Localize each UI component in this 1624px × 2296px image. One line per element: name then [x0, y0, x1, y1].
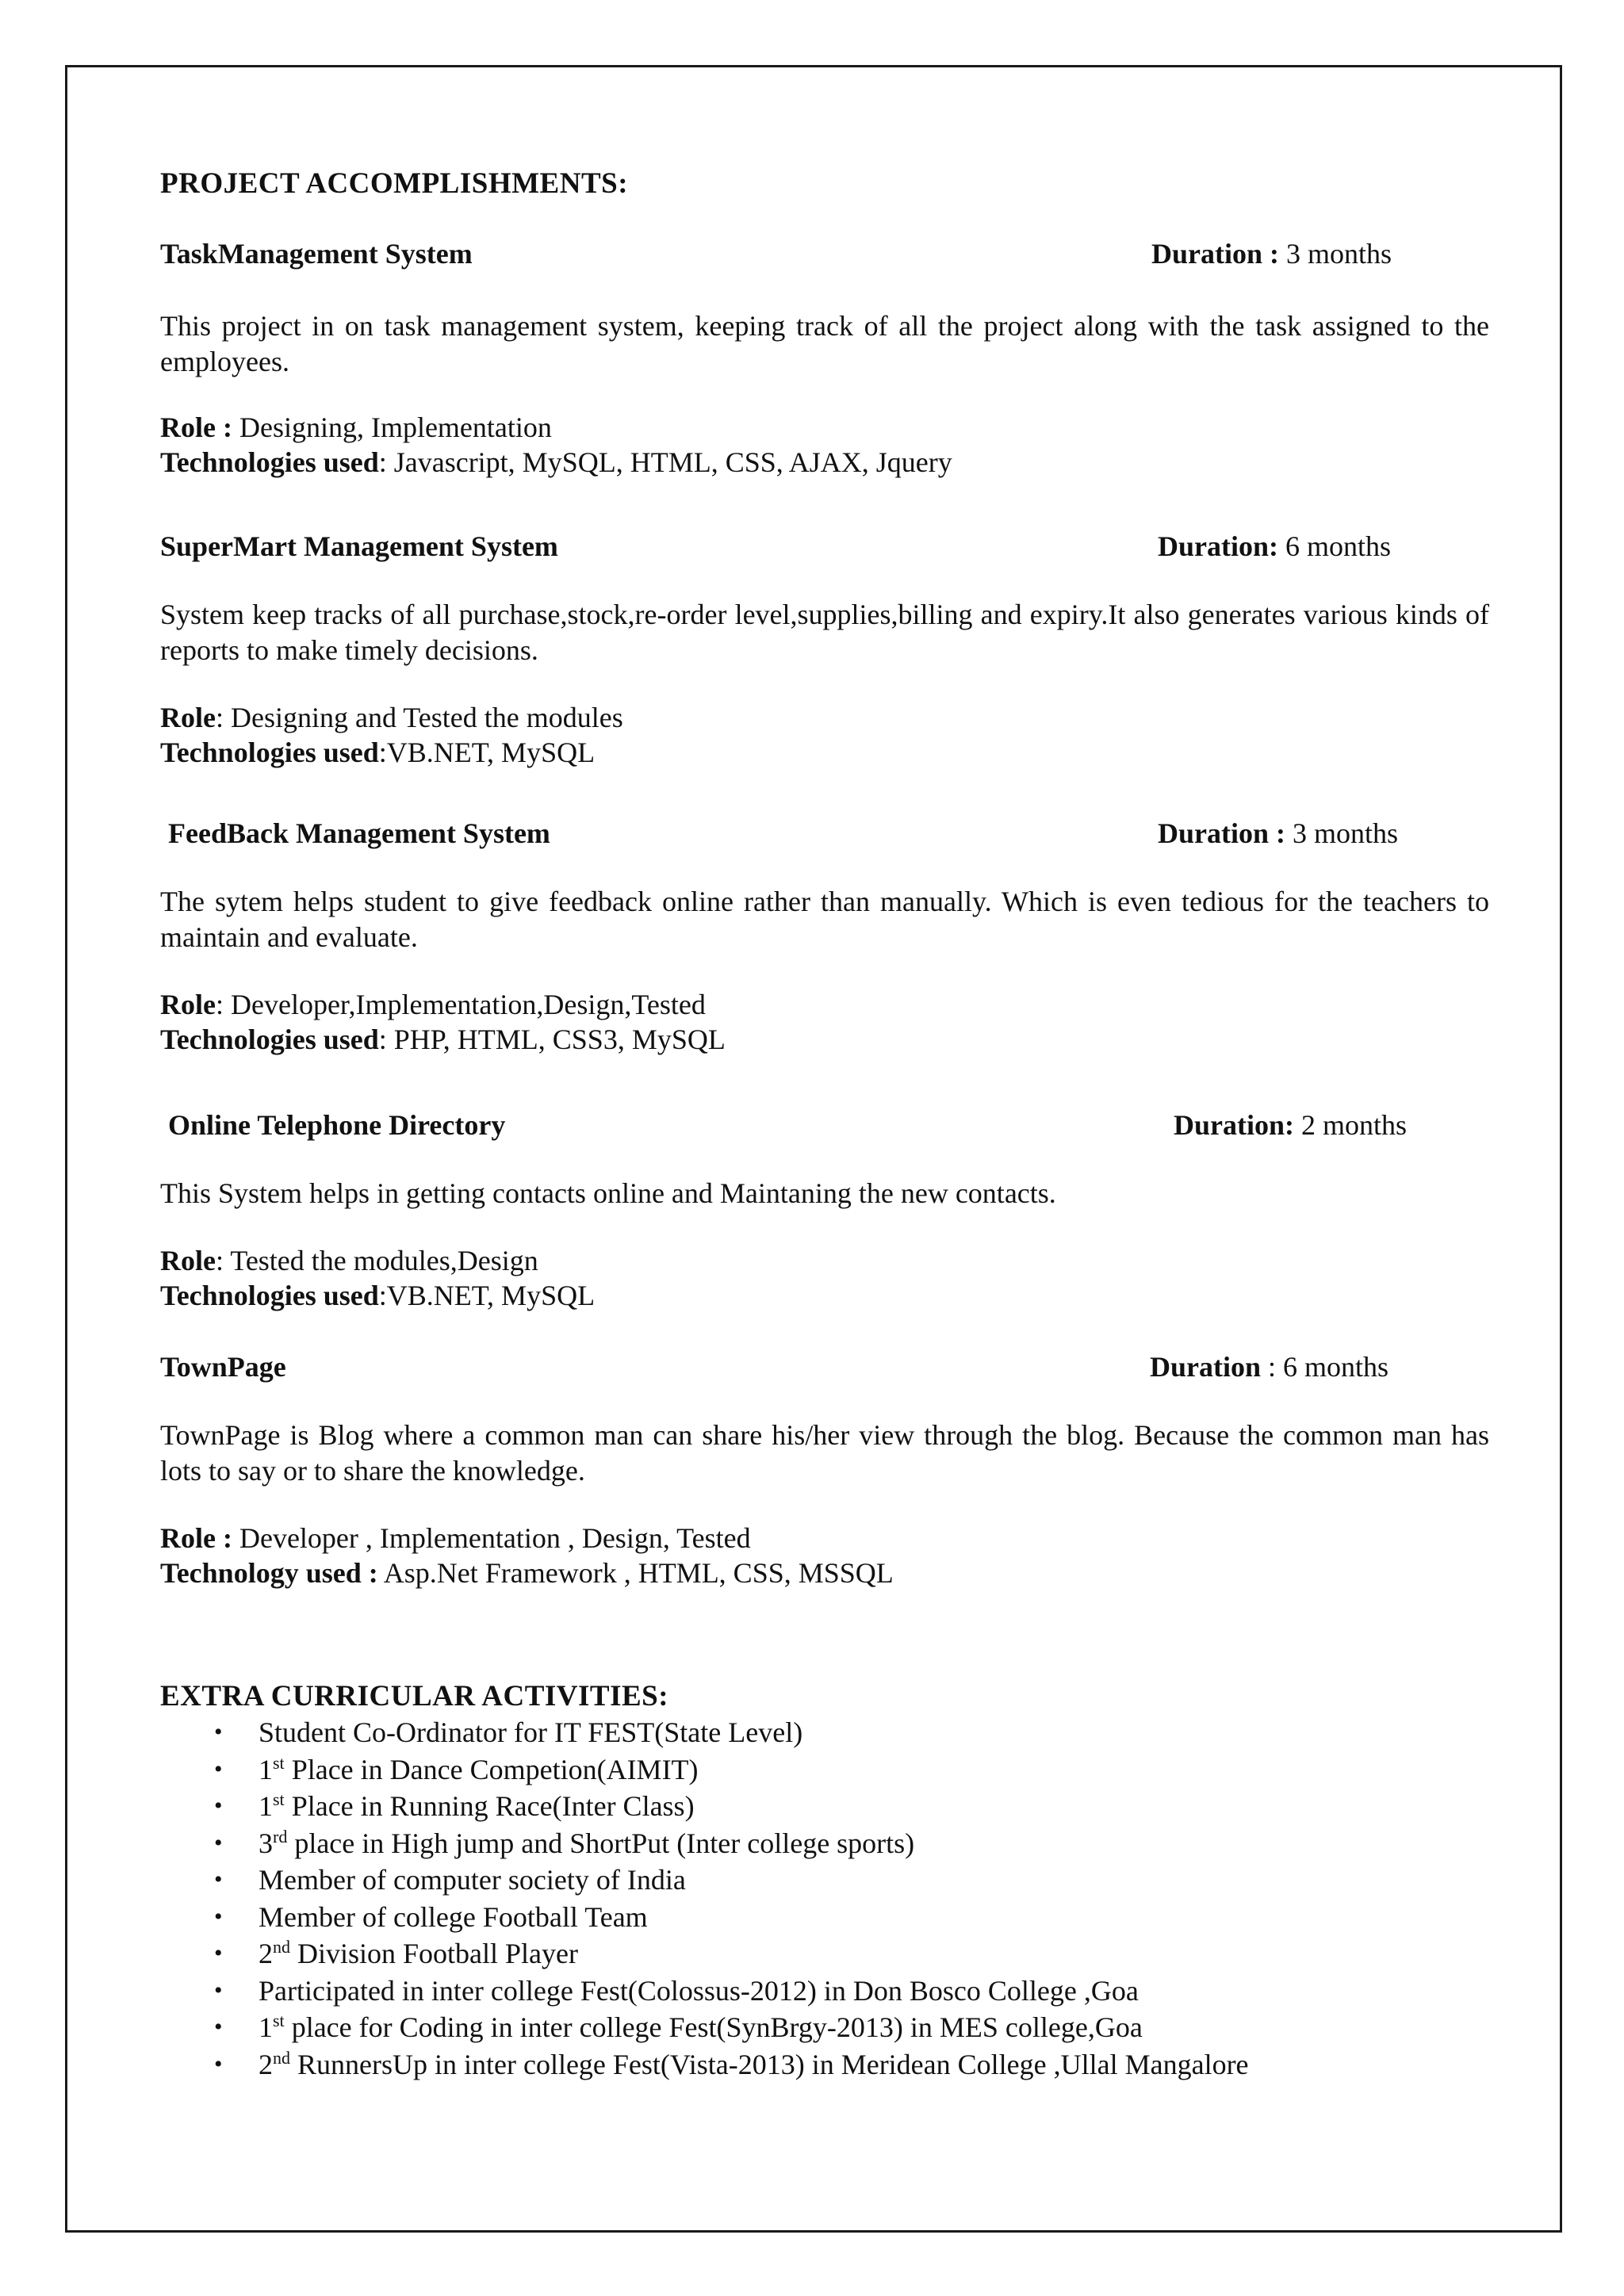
tech-value: :VB.NET, MySQL	[378, 1280, 596, 1311]
activity-item	[160, 1788, 1489, 1825]
tech-value: Asp.Net Framework , HTML, CSS, MSSQL	[377, 1557, 894, 1589]
activity-text: 3	[259, 1827, 273, 1859]
duration-label: Duration	[1150, 1351, 1262, 1383]
activity-text: Student Co-Ordinator for IT FEST(State Level)	[259, 1716, 803, 1748]
ordinal-suffix: st	[273, 1752, 285, 1773]
activity-text-rest: place in High jump and ShortPut (Inter college sports)	[287, 1827, 915, 1859]
project-header	[160, 1106, 1489, 1144]
project-description: The sytem helps student to give feedback online rather than manually. Which is even tedious for the teachers to maintain and evaluate.	[160, 886, 1489, 953]
activity-item	[160, 1899, 1489, 1936]
duration-value: 6 months	[1278, 530, 1392, 562]
duration-label: Duration:	[1174, 1109, 1294, 1141]
project-description: TownPage is Blog where a common man can share his/her view through the blog. Because the common man has lots to say or to share the knowledge.	[160, 1419, 1489, 1487]
role-value: : Tested the modules,Design	[215, 1245, 538, 1276]
activity-text-rest: Place in Running Race(Inter Class)	[284, 1790, 695, 1822]
project-name: FeedBack Management System	[168, 817, 550, 849]
activity-item	[160, 1751, 1489, 1789]
project-description: System keep tracks of all purchase,stock,re-order level,supplies,billing and expiry.It also generates various kinds of reports to make timely decisions.	[160, 599, 1489, 666]
bullet-icon: •	[214, 1829, 223, 1856]
project-name: SuperMart Management System	[160, 530, 558, 562]
project-technologies	[160, 1022, 1489, 1057]
ordinal-suffix: nd	[273, 2047, 290, 2068]
tech-value: : PHP, HTML, CSS3, MySQL	[378, 1024, 726, 1055]
role-label: Role	[160, 1245, 216, 1276]
tech-value: :VB.NET, MySQL	[378, 737, 596, 768]
bullet-icon: •	[214, 2050, 223, 2077]
duration-label: Duration:	[1158, 530, 1278, 562]
project-entry	[160, 814, 1489, 1057]
project-technologies	[160, 445, 1489, 480]
project-entry	[160, 235, 1489, 480]
duration-label: Duration :	[1151, 238, 1279, 270]
activity-text: 1	[259, 2011, 273, 2043]
activity-text-rest: Place in Dance Competion(AIMIT)	[284, 1753, 699, 1785]
activity-item	[160, 1825, 1489, 1862]
tech-label: Technologies used	[160, 1024, 379, 1055]
project-name: TownPage	[160, 1351, 286, 1383]
activities-section-title: EXTRA CURRICULAR ACTIVITIES:	[160, 1680, 669, 1712]
tech-label: Technologies used	[160, 1280, 379, 1311]
project-role	[160, 1243, 1489, 1278]
activity-item	[160, 1935, 1489, 1973]
project-role	[160, 987, 1489, 1022]
role-value: Designing, Implementation	[232, 411, 552, 443]
tech-label: Technology used :	[160, 1557, 378, 1589]
activity-text: 2	[259, 1938, 273, 1969]
duration-value: 3 months	[1285, 817, 1399, 849]
ordinal-suffix: nd	[273, 1937, 290, 1957]
duration-value: 3 months	[1279, 238, 1392, 270]
project-duration	[1150, 1348, 1388, 1386]
resume-content	[160, 165, 1489, 2083]
project-entry	[160, 1348, 1489, 1590]
duration-value: 2 months	[1294, 1109, 1408, 1141]
activity-item	[160, 1973, 1489, 2010]
bullet-icon: •	[214, 1866, 223, 1892]
bullet-icon: •	[214, 1719, 223, 1745]
project-name: Online Telephone Directory	[168, 1109, 506, 1141]
project-name: TaskManagement System	[160, 238, 473, 270]
bullet-icon: •	[214, 1755, 223, 1782]
activity-text-rest: RunnersUp in inter college Fest(Vista-2013) in Meridean College ,Ullal Mangalore	[290, 2048, 1249, 2080]
role-value: : Developer,Implementation,Design,Tested	[215, 989, 706, 1020]
role-label: Role :	[160, 1522, 232, 1554]
activity-item	[160, 2009, 1489, 2046]
activity-text: Participated in inter college Fest(Colossus-2012) in Don Bosco College ,Goa	[259, 1974, 1139, 2007]
activity-text-rest: Division Football Player	[290, 1938, 578, 1969]
project-header	[160, 814, 1489, 852]
activity-text: Member of computer society of India	[259, 1864, 686, 1896]
bullet-icon: •	[214, 1940, 223, 1966]
project-header	[160, 527, 1489, 565]
project-technologies	[160, 735, 1489, 770]
ordinal-suffix: st	[273, 2011, 285, 2030]
activity-text: 2	[259, 2048, 273, 2080]
activities-list	[160, 1714, 1489, 2083]
tech-label: Technologies used	[160, 446, 379, 478]
activity-text: Member of college Football Team	[259, 1900, 648, 1933]
role-label: Role	[160, 702, 216, 733]
bullet-icon: •	[214, 2014, 223, 2040]
project-duration	[1158, 814, 1398, 852]
activity-text: 1	[259, 1790, 273, 1822]
project-entry	[160, 527, 1489, 770]
role-value: Developer , Implementation , Design, Tested	[232, 1522, 751, 1554]
bullet-icon: •	[214, 1903, 223, 1930]
project-description: This System helps in getting contacts online and Maintaning the new contacts.	[160, 1177, 1056, 1209]
projects-section-title: PROJECT ACCOMPLISHMENTS:	[160, 167, 629, 200]
duration-value: : 6 months	[1261, 1351, 1389, 1383]
bullet-icon: •	[214, 1793, 223, 1819]
project-entry	[160, 1106, 1489, 1313]
project-header	[160, 235, 1489, 273]
role-value: : Designing and Tested the modules	[215, 702, 623, 733]
project-role	[160, 700, 1489, 735]
activity-text: 1	[259, 1753, 273, 1785]
tech-label: Technologies used	[160, 737, 379, 768]
project-description: This project in on task management system, keeping track of all the project along with the task assigned to the employees.	[160, 310, 1489, 377]
project-role	[160, 410, 1489, 445]
duration-label: Duration :	[1158, 817, 1285, 849]
project-role	[160, 1521, 1489, 1556]
activity-text-rest: place for Coding in inter college Fest(SynBrgy-2013) in MES college,Goa	[284, 2011, 1143, 2043]
role-label: Role :	[160, 411, 232, 443]
bullet-icon: •	[214, 1976, 223, 2003]
tech-value: : Javascript, MySQL, HTML, CSS, AJAX, Jquery	[378, 446, 952, 478]
activity-item	[160, 1862, 1489, 1899]
project-duration	[1151, 235, 1392, 273]
ordinal-suffix: rd	[273, 1826, 288, 1846]
project-duration	[1174, 1106, 1407, 1144]
project-duration	[1158, 527, 1391, 565]
project-header	[160, 1348, 1489, 1386]
activity-item	[160, 1714, 1489, 1751]
activity-item	[160, 2046, 1489, 2084]
project-technologies	[160, 1278, 1489, 1313]
project-technologies	[160, 1556, 1489, 1590]
ordinal-suffix: st	[273, 1789, 285, 1809]
role-label: Role	[160, 989, 216, 1020]
